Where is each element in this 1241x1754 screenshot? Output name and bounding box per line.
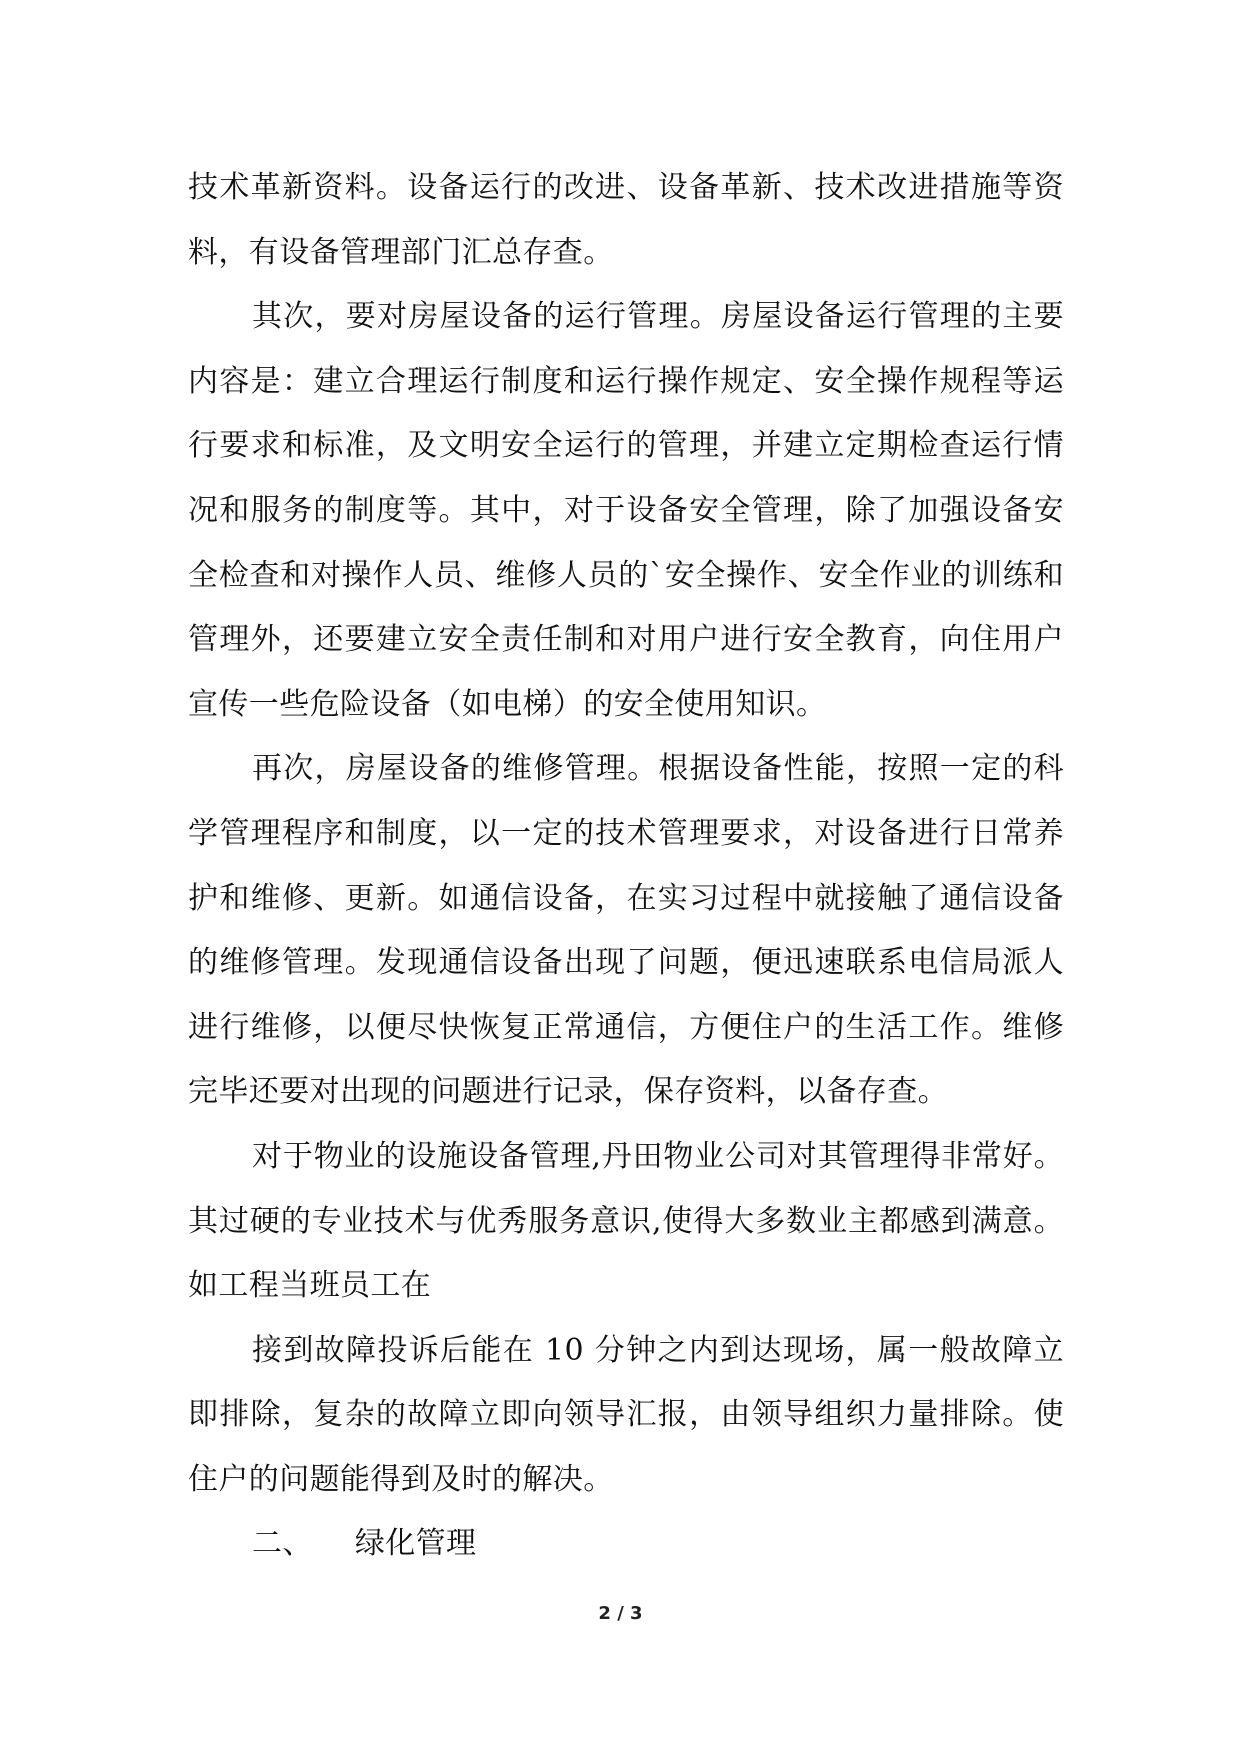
paragraph-5: 接到故障投诉后能在 10 分钟之内到达现场，属一般故障立即排除，复杂的故障立即向领导汇报，由领导组织力量排除。使住户的问题能得到及时的解决。	[188, 1332, 1064, 1497]
document-body	[188, 156, 1064, 1577]
section-heading	[188, 1512, 1064, 1577]
paragraph-4: 对于物业的设施设备管理,丹田物业公司对其管理得非常好。其过硬的专业技术与优秀服务意识,使得大多数业主都感到满意。如工程当班员工在	[188, 1138, 1064, 1304]
paragraph-2: 其次，要对房屋设备的运行管理。房屋设备运行管理的主要内容是：建立合理运行制度和运行操作规定、安全操作规程等运行要求和标准，及文明安全运行的管理，并建立定期检查运行情况和服务的制度等。其中，对于设备安全管理，除了加强设备安全检查和对操作人员、维修人员的`安全操作、安全作业的训练和管理外，还要建立安全责任制和对用户进行安全教育，向住用户宣传一些危险设备（如电梯）的安全使用知识。	[188, 299, 1064, 722]
paragraph-3: 再次，房屋设备的维修管理。根据设备性能，按照一定的科学管理程序和制度，以一定的技术管理要求，对设备进行日常养护和维修、更新。如通信设备，在实习过程中就接触了通信设备的维修管理。发现通信设备出现了问题，便迅速联系电信局派人进行维修，以便尽快恢复正常通信，方便住户的生活工作。维修完毕还要对出现的问题进行记录，保存资料，以备存查。	[188, 751, 1064, 1110]
section-heading-title: 绿化管理	[354, 1526, 477, 1562]
page-number: 2 / 3	[598, 1603, 643, 1624]
paragraph-1: 技术革新资料。设备运行的改进、设备革新、技术改进措施等资料，有设备管理部门汇总存查。	[188, 170, 1064, 270]
section-heading-number: 二、	[252, 1526, 313, 1562]
